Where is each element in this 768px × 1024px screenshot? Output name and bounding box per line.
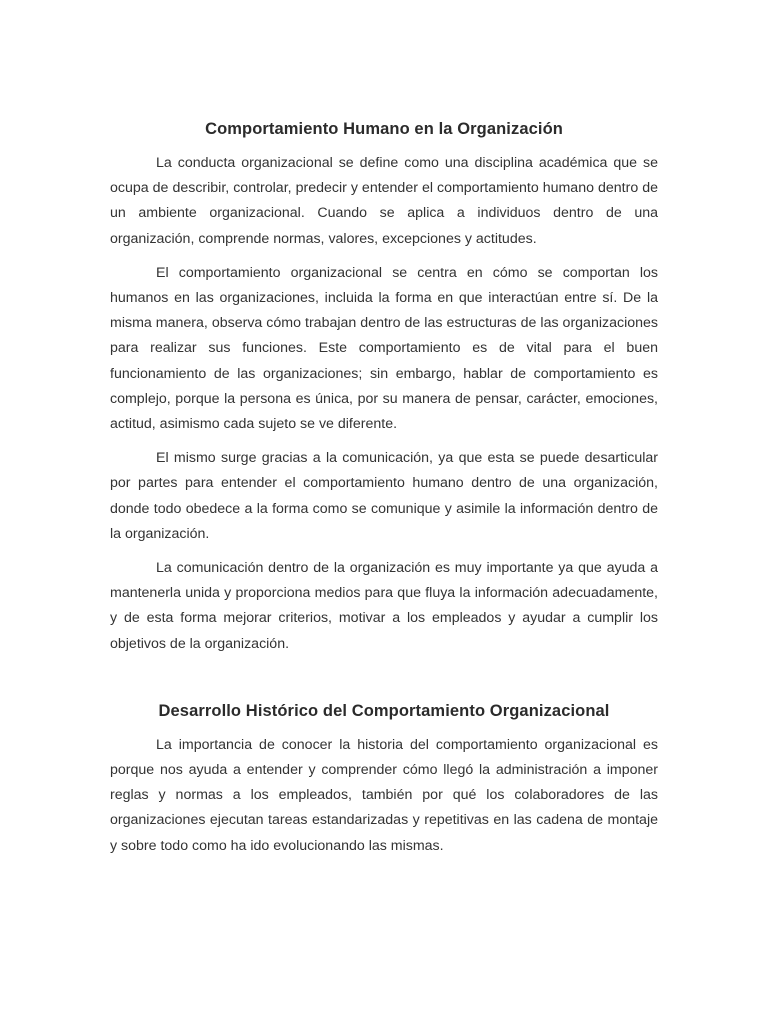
section-title-desarrollo-historico: Desarrollo Histórico del Comportamiento Organizacional	[158, 701, 610, 720]
paragraph: La comunicación dentro de la organización es muy importante ya que ayuda a mantenerla unida y proporciona medios para que fluya la información adecuadamente, y de esta forma mejorar criterios, motivar a los empleados y ayudar a cumplir los objetivos de la organización.	[110, 560, 658, 652]
section-title-comportamiento-humano: Comportamiento Humano en la Organización	[205, 120, 563, 138]
paragraph: El comportamiento organizacional se centra en cómo se comportan los humanos en las organizaciones, incluida la forma en que interactúan entre sí. De la misma manera, observa cómo trabajan dentro de las estructuras de las organizaciones para realizar sus funciones. Este comportamiento es de vital para el buen funcionamiento de las organizaciones; sin embargo, hablar de comportamiento es complejo, porque la persona es única, por su manera de pensar, carácter, emociones, actitud, asimismo cada sujeto se ve diferente.	[110, 264, 658, 433]
document-body	[110, 117, 658, 868]
paragraph: La importancia de conocer la historia del comportamiento organizacional es porque nos ayuda a entender y comprender cómo llegó la administración a imponer reglas y normas a los empleados, también por qué los colaboradores de las organizaciones ejecutan tareas estandarizadas y repetitivas en las cadena de montaje y sobre todo como ha ido evolucionando las mismas.	[110, 736, 658, 854]
paragraph: La conducta organizacional se define como una disciplina académica que se ocupa de describir, controlar, predecir y entender el comportamiento humano dentro de un ambiente organizacional. Cuando se aplica a individuos dentro de una organización, comprende normas, valores, excepciones y actitudes.	[110, 155, 658, 247]
paragraph: El mismo surge gracias a la comunicación, ya que esta se puede desarticular por partes para entender el comportamiento humano dentro de una organización, donde todo obedece a la forma como se comunique y asimile la información dentro de la organización.	[110, 450, 658, 542]
